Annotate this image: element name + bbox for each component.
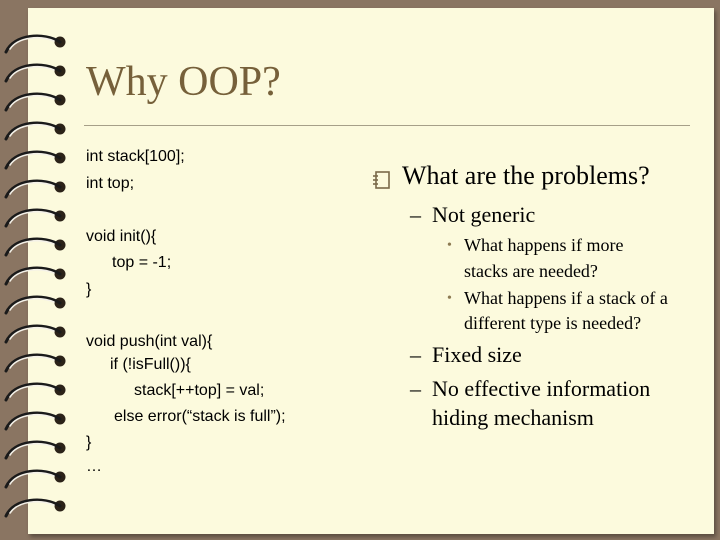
binding-ring xyxy=(6,500,66,516)
binding-ring xyxy=(6,268,66,284)
dash-marker: – xyxy=(410,376,421,401)
binding-ring xyxy=(6,152,66,168)
code-line: stack[++top] = val; xyxy=(134,382,265,399)
dash-marker: – xyxy=(410,342,421,367)
binding-ring xyxy=(6,297,66,313)
code-line: … xyxy=(86,458,102,475)
dot-marker: • xyxy=(447,291,452,306)
code-line: top = -1; xyxy=(112,254,172,271)
code-line: int stack[100]; xyxy=(86,148,185,165)
sub-bullet-fixed-size: Fixed size xyxy=(432,342,522,367)
sub-bullet-no-info-hiding-cont: hiding mechanism xyxy=(432,405,594,430)
dash-marker: – xyxy=(410,202,421,227)
binding-ring xyxy=(6,384,66,400)
code-line: else error(“stack is full”); xyxy=(114,408,286,425)
sub-bullet-not-generic: Not generic xyxy=(432,202,536,227)
binding-ring xyxy=(6,471,66,487)
code-line: if (!isFull()){ xyxy=(110,356,191,373)
detail-line: What happens if more xyxy=(464,235,624,255)
binding-ring xyxy=(6,94,66,110)
binding-ring xyxy=(6,413,66,429)
binding-ring xyxy=(6,442,66,458)
code-line: void init(){ xyxy=(86,228,157,245)
code-line: } xyxy=(86,434,92,451)
detail-line: What happens if a stack of a xyxy=(464,288,668,308)
binding-ring xyxy=(6,65,66,81)
code-line: void push(int val){ xyxy=(86,333,213,350)
detail-line: stacks are needed? xyxy=(464,261,598,281)
sub-bullet-no-info-hiding: No effective information xyxy=(432,376,651,401)
binding-ring xyxy=(6,181,66,197)
binding-ring xyxy=(6,210,66,226)
code-line: int top; xyxy=(86,175,135,192)
detail-line: different type is needed? xyxy=(464,313,642,333)
binding-ring xyxy=(6,355,66,371)
binding-ring xyxy=(6,326,66,342)
title-divider xyxy=(84,125,690,126)
dot-marker: • xyxy=(447,238,452,253)
spiral-binding xyxy=(0,0,80,540)
code-line: } xyxy=(86,281,92,298)
binding-ring xyxy=(6,123,66,139)
bullet-main: What are the problems? xyxy=(402,161,650,190)
notebook-icon xyxy=(370,168,394,192)
binding-ring xyxy=(6,36,66,52)
binding-ring xyxy=(6,239,66,255)
slide-title: Why OOP? xyxy=(86,59,281,105)
